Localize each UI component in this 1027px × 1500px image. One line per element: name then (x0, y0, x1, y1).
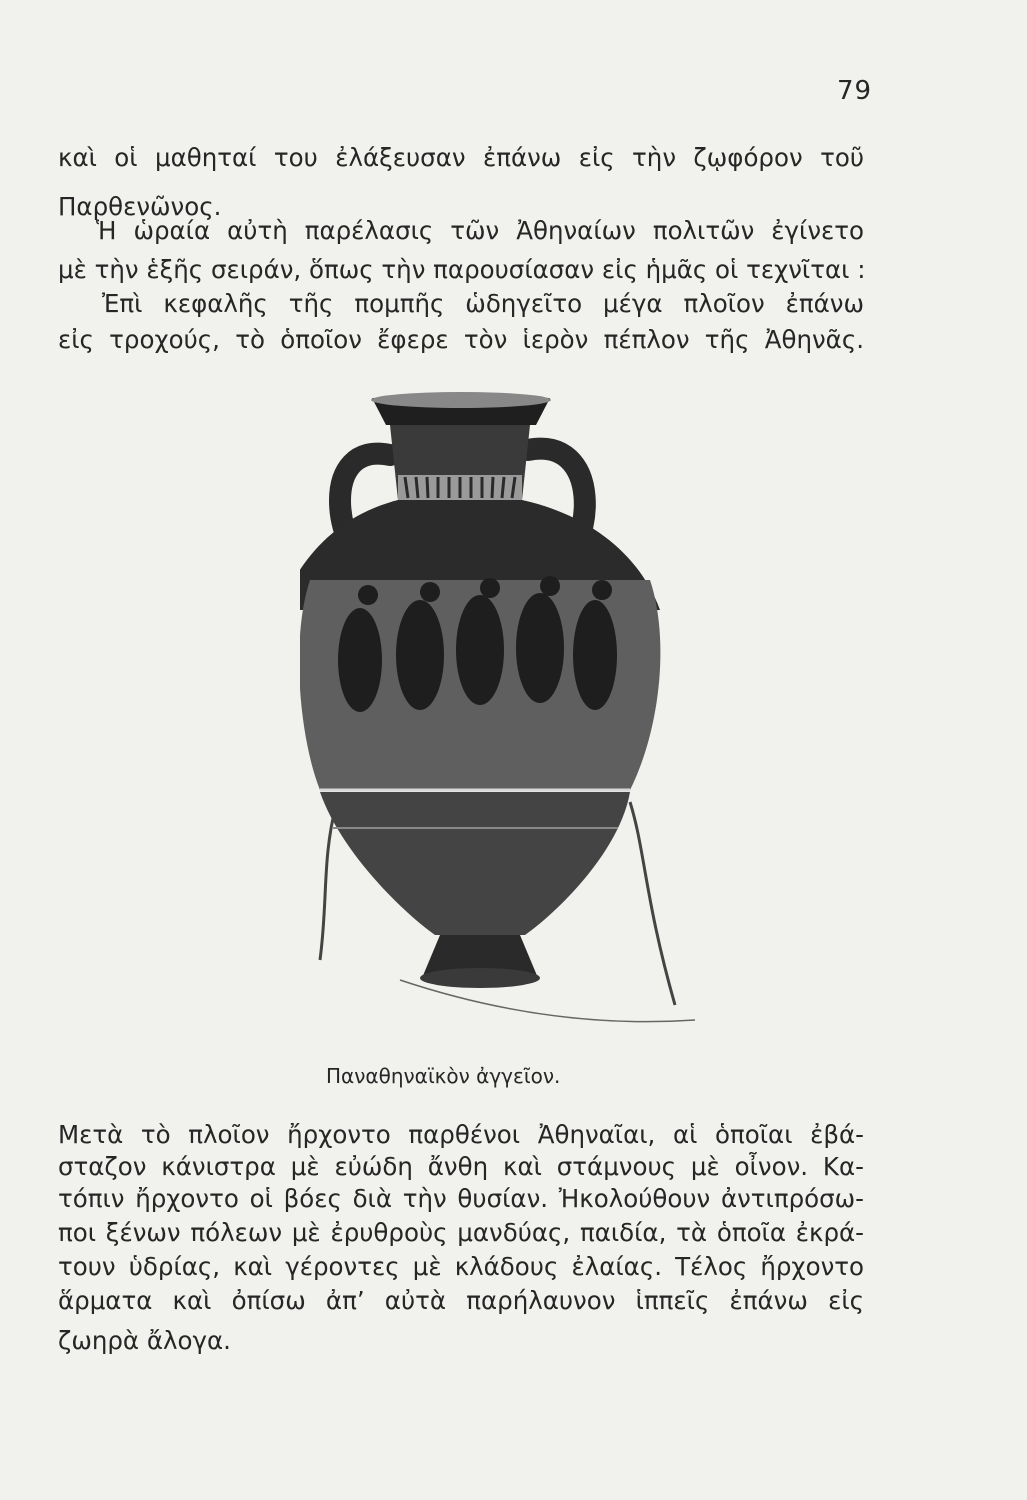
text-line: τόπιν ἤρχοντο οἱ βόες διὰ τὴν θυσίαν. Ἠκολούθουν ἀντιπρόσω- (58, 1184, 864, 1213)
text-line: ποι ξένων πόλεων μὲ ἐρυθροὺς μανδύας, παιδία, τὰ ὁποῖα ἐκρά- (58, 1218, 864, 1247)
text-line: Παρθενῶνος. (58, 192, 222, 221)
text-line: καὶ οἱ μαθηταί του ἐλάξευσαν ἐπάνω εἰς τὴν ζῳφόρον τοῦ (58, 143, 864, 172)
text-line: εἰς τροχούς, τὸ ὁποῖον ἔφερε τὸν ἱερὸν πέπλον τῆς Ἀθηνᾶς. (58, 325, 864, 354)
text-line: Ἡ ὡραία αὐτὴ παρέλασις τῶν Ἀθηναίων πολιτῶν ἐγίνετο (96, 216, 864, 245)
text-line: Μετὰ τὸ πλοῖον ἤρχοντο παρθένοι Ἀθηναῖαι, αἱ ὁποῖαι ἐβά- (58, 1120, 864, 1149)
text-line: τουν ὑδρίας, καὶ γέροντες μὲ κλάδους ἐλαίας. Τέλος ἤρχοντο (58, 1252, 864, 1281)
text-line: ζωηρὰ ἄλογα. (58, 1326, 231, 1355)
text-line: Ἐπὶ κεφαλῆς τῆς πομπῆς ὡδηγεῖτο μέγα πλοῖον ἐπάνω (102, 289, 864, 318)
panathenaic-amphora-image (300, 380, 720, 1040)
text-line: σταζον κάνιστρα μὲ εὐώδη ἄνθη καὶ στάμνους μὲ οἶνον. Κα- (58, 1152, 864, 1181)
text-line: μὲ τὴν ἑξῆς σειράν, ὅπως τὴν παρουσίασαν εἰς ἡμᾶς οἱ τεχνῖται : (58, 255, 866, 284)
page-number: 79 (837, 76, 873, 106)
text-line: ἅρματα καὶ ὀπίσω ἀπ’ αὐτὰ παρήλαυνον ἱππεῖς ἐπάνω εἰς (58, 1286, 864, 1315)
figure-caption: Παναθηναϊκὸν ἀγγεῖον. (326, 1064, 561, 1088)
